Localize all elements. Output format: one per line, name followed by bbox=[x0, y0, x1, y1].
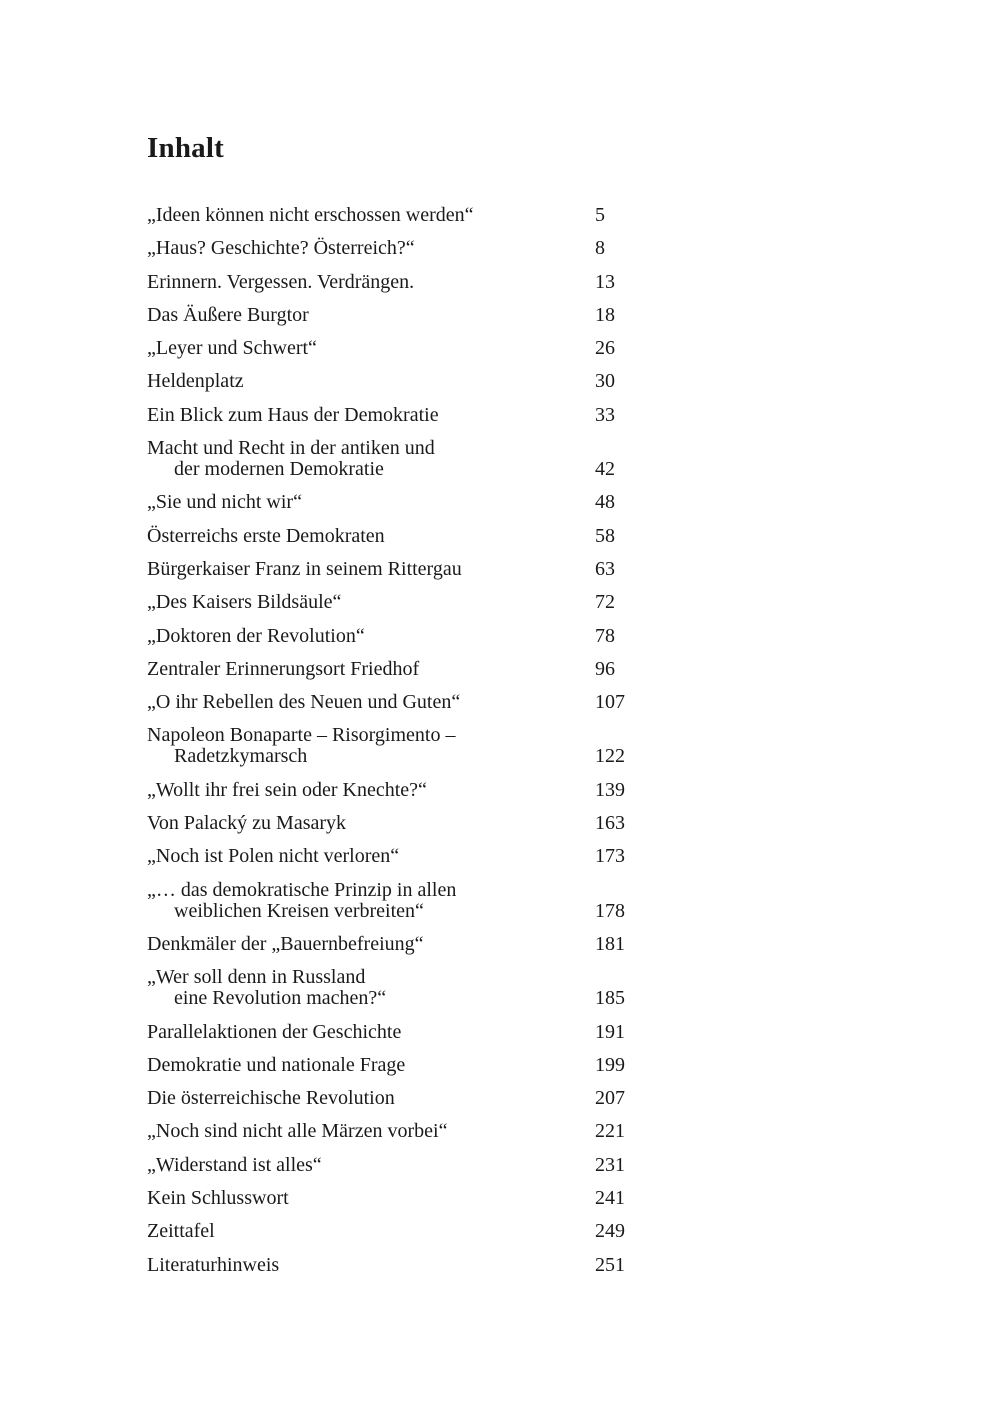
toc-entry-title-line: Das Äußere Burgtor bbox=[147, 303, 309, 326]
toc-entry-page-number: 178 bbox=[595, 899, 625, 922]
toc-entry-page-number: 72 bbox=[595, 591, 615, 614]
toc-entry-title-line: Zentraler Erinnerungsort Friedhof bbox=[147, 657, 420, 680]
toc-entry-page-number: 163 bbox=[595, 812, 625, 835]
toc-entry-title-line: Demokratie und nationale Frage bbox=[147, 1053, 406, 1076]
toc-entry-title-line: „Des Kaisers Bildsäule“ bbox=[147, 591, 342, 614]
toc-entry-page-number: 122 bbox=[595, 745, 625, 768]
toc-entry-page-number: 58 bbox=[595, 524, 615, 547]
toc-entry-page-number: 13 bbox=[595, 270, 615, 293]
toc-entry-title-line: Parallelaktionen der Geschichte bbox=[147, 1020, 402, 1043]
toc-entry-title-line: Zeittafel bbox=[147, 1220, 215, 1243]
toc-entry-title bbox=[147, 559, 567, 580]
toc-entry bbox=[147, 438, 647, 480]
toc-entry-page-number: 139 bbox=[595, 778, 625, 801]
toc-entry-page-number: 185 bbox=[595, 987, 625, 1010]
toc-entry-title bbox=[147, 1088, 567, 1109]
toc-entry-title-line: Ein Blick zum Haus der Demokratie bbox=[147, 403, 439, 426]
toc-entry-page-number: 241 bbox=[595, 1187, 625, 1210]
toc-entry-title bbox=[147, 338, 567, 359]
toc-entry-title bbox=[147, 405, 567, 426]
toc-entry-page-number: 78 bbox=[595, 624, 615, 647]
toc-entry-title-line: „O ihr Rebellen des Neuen und Guten“ bbox=[147, 691, 461, 714]
toc-entry-title bbox=[147, 305, 567, 326]
toc-entry-title bbox=[147, 1022, 567, 1043]
toc-entry bbox=[147, 1022, 647, 1043]
toc-entry-page-number: 191 bbox=[595, 1020, 625, 1043]
toc-entry bbox=[147, 1088, 647, 1109]
toc-entry-title bbox=[147, 967, 567, 1009]
toc-entry bbox=[147, 371, 647, 392]
toc-entry-title bbox=[147, 934, 567, 955]
toc-entry-title bbox=[147, 813, 567, 834]
toc-entry-title-continuation: der modernen Demokratie bbox=[174, 458, 384, 481]
toc-entry-page-number: 231 bbox=[595, 1153, 625, 1176]
toc-entry bbox=[147, 692, 647, 713]
toc-entry-title-line: „Sie und nicht wir“ bbox=[147, 491, 302, 514]
toc-entry bbox=[147, 592, 647, 613]
toc-entry-page-number: 26 bbox=[595, 337, 615, 360]
toc-entry-page-number: 30 bbox=[595, 370, 615, 393]
toc-entry-title bbox=[147, 1188, 567, 1209]
toc-entry-page-number: 5 bbox=[595, 204, 605, 226]
toc-entry-title-line: Napoleon Bonaparte – Risorgimento – bbox=[147, 724, 456, 747]
toc-entry-title-line: Literaturhinweis bbox=[147, 1253, 280, 1276]
toc-entry-title-line: Erinnern. Vergessen. Verdrängen. bbox=[147, 270, 415, 293]
toc-entry bbox=[147, 338, 647, 359]
toc-entry bbox=[147, 1255, 647, 1276]
toc-entry bbox=[147, 880, 647, 922]
toc-entry-title-line: Kein Schlusswort bbox=[147, 1187, 289, 1210]
toc-entry bbox=[147, 205, 647, 226]
toc-entry bbox=[147, 492, 647, 513]
toc-list bbox=[147, 205, 647, 1288]
toc-entry-page-number: 181 bbox=[595, 932, 625, 955]
toc-entry-page-number: 18 bbox=[595, 303, 615, 326]
toc-entry-page-number: 63 bbox=[595, 557, 615, 580]
toc-entry-title-continuation: weiblichen Kreisen verbreiten“ bbox=[174, 899, 424, 922]
toc-entry bbox=[147, 1155, 647, 1176]
toc-entry-title-line: Macht und Recht in der antiken und bbox=[147, 437, 435, 460]
toc-entry bbox=[147, 238, 647, 259]
toc-entry-page-number: 207 bbox=[595, 1087, 625, 1110]
toc-entry bbox=[147, 846, 647, 867]
toc-entry-title bbox=[147, 626, 567, 647]
toc-entry-title bbox=[147, 438, 567, 480]
toc-entry-page-number: 221 bbox=[595, 1120, 625, 1143]
toc-entry-title bbox=[147, 659, 567, 680]
toc-entry bbox=[147, 1188, 647, 1209]
toc-entry-title-line: „Leyer und Schwert“ bbox=[147, 337, 317, 360]
toc-entry-title-line: „Noch sind nicht alle Märzen vorbei“ bbox=[147, 1120, 448, 1143]
toc-entry bbox=[147, 405, 647, 426]
toc-entry-page-number: 199 bbox=[595, 1053, 625, 1076]
toc-entry-title bbox=[147, 371, 567, 392]
toc-entry-title-line: Die österreichische Revolution bbox=[147, 1087, 395, 1110]
toc-entry-title bbox=[147, 238, 567, 259]
toc-entry bbox=[147, 780, 647, 801]
toc-entry-title bbox=[147, 880, 567, 922]
toc-entry bbox=[147, 305, 647, 326]
toc-entry-page-number: 251 bbox=[595, 1253, 625, 1276]
toc-entry-title-line: „Widerstand ist alles“ bbox=[147, 1153, 322, 1176]
toc-entry-title-line: „Haus? Geschichte? Österreich?“ bbox=[147, 237, 415, 260]
toc-entry-page-number: 42 bbox=[595, 458, 615, 481]
toc-entry-title-line: Heldenplatz bbox=[147, 370, 244, 393]
toc-entry bbox=[147, 1221, 647, 1242]
toc-entry-title-line: Denkmäler der „Bauernbefreiung“ bbox=[147, 932, 424, 955]
toc-entry-title bbox=[147, 692, 567, 713]
toc-entry bbox=[147, 272, 647, 293]
toc-entry-page-number: 107 bbox=[595, 691, 625, 714]
toc-entry-title bbox=[147, 1055, 567, 1076]
toc-entry bbox=[147, 659, 647, 680]
toc-entry bbox=[147, 626, 647, 647]
toc-entry-title bbox=[147, 592, 567, 613]
toc-entry-title-line: „Wollt ihr frei sein oder Knechte?“ bbox=[147, 778, 427, 801]
toc-entry-title-line: „… das demokratische Prinzip in allen bbox=[147, 878, 457, 901]
toc-entry-page-number: 48 bbox=[595, 491, 615, 514]
toc-entry-title-line: „Wer soll denn in Russland bbox=[147, 966, 366, 989]
toc-entry-title-line: Österreichs erste Demokraten bbox=[147, 524, 385, 547]
toc-entry bbox=[147, 725, 647, 767]
toc-entry-title bbox=[147, 526, 567, 547]
toc-entry-title bbox=[147, 205, 567, 226]
toc-entry bbox=[147, 526, 647, 547]
toc-entry-title-continuation: eine Revolution machen?“ bbox=[174, 987, 387, 1010]
toc-entry-title-line: „Noch ist Polen nicht verloren“ bbox=[147, 845, 400, 868]
toc-entry bbox=[147, 1121, 647, 1142]
toc-entry-title bbox=[147, 1255, 567, 1276]
toc-entry-title bbox=[147, 1221, 567, 1242]
toc-entry-page-number: 249 bbox=[595, 1220, 625, 1243]
toc-entry-title bbox=[147, 1155, 567, 1176]
toc-entry-title-line: Von Palacký zu Masaryk bbox=[147, 812, 347, 835]
toc-heading: Inhalt bbox=[147, 132, 224, 164]
toc-entry-page-number: 173 bbox=[595, 845, 625, 868]
toc-entry-page-number: 8 bbox=[595, 237, 605, 260]
toc-entry-page-number: 96 bbox=[595, 657, 615, 680]
toc-entry-title bbox=[147, 272, 567, 293]
toc-entry-title bbox=[147, 1121, 567, 1142]
toc-entry-title-line: „Ideen können nicht erschossen werden“ bbox=[147, 204, 474, 226]
toc-entry bbox=[147, 967, 647, 1009]
toc-entry-title bbox=[147, 492, 567, 513]
toc-entry-page-number: 33 bbox=[595, 403, 615, 426]
toc-entry-title bbox=[147, 846, 567, 867]
toc-entry-title bbox=[147, 780, 567, 801]
toc-entry-title bbox=[147, 725, 567, 767]
toc-entry bbox=[147, 1055, 647, 1076]
toc-entry-title-line: Bürgerkaiser Franz in seinem Rittergau bbox=[147, 557, 462, 580]
toc-entry bbox=[147, 559, 647, 580]
toc-entry-title-line: „Doktoren der Revolution“ bbox=[147, 624, 365, 647]
toc-entry bbox=[147, 813, 647, 834]
toc-entry-title-continuation: Radetzkymarsch bbox=[174, 745, 308, 768]
toc-entry bbox=[147, 934, 647, 955]
